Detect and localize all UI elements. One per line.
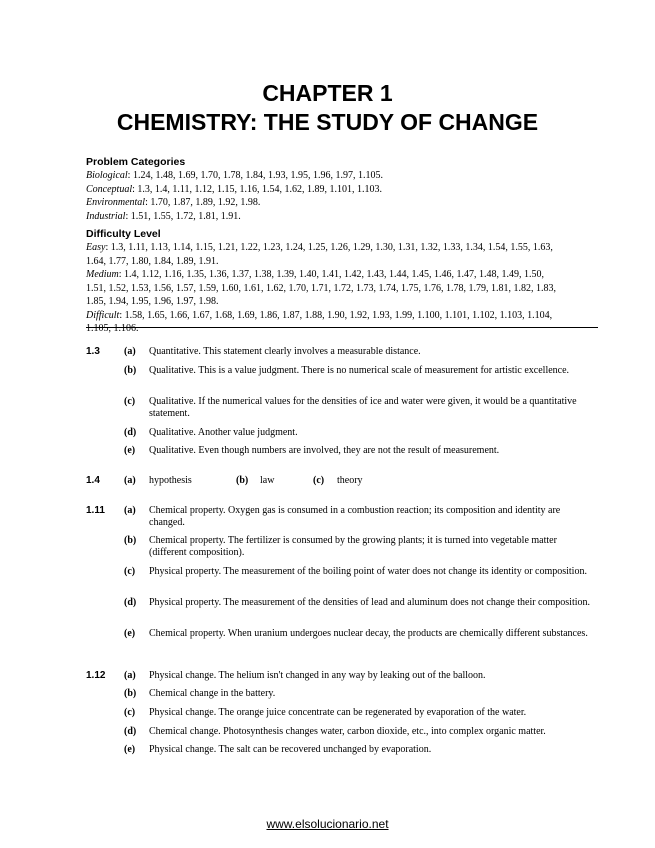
answer-a-letter: (a): [124, 475, 136, 486]
answer-c-letter: (c): [313, 475, 325, 486]
chapter-title: CHEMISTRY: THE STUDY OF CHANGE: [116, 109, 539, 135]
difficulty-medium: Medium: 1.4, 1.12, 1.16, 1.35, 1.36, 1.37, 1.38, 1.39, 1.40, 1.41, 1.42, 1.43, 1.44, 1.45, 1.46, 1.47, 1.48, 1.49, 1.50,: [86, 269, 545, 280]
problem-number: 1.12: [86, 670, 106, 681]
difficulty-medium-cont2: 1.85, 1.94, 1.95, 1.96, 1.97, 1.98.: [86, 296, 219, 307]
footer-link[interactable]: www.elsolucionario.net: [266, 817, 389, 831]
answer-a-text: hypothesis: [149, 475, 192, 486]
category-environmental: Environmental: 1.70, 1.87, 1.89, 1.92, 1.98.: [86, 197, 261, 208]
difficulty-easy-cont: 1.64, 1.77, 1.80, 1.84, 1.89, 1.91.: [86, 255, 219, 267]
difficulty-difficult-cont: 1.105, 1.106.: [86, 323, 139, 334]
category-conceptual: Conceptual: 1.3, 1.4, 1.11, 1.12, 1.15, 1.16, 1.54, 1.62, 1.89, 1.101, 1.103.: [86, 183, 383, 195]
category-biological: Biological: 1.24, 1.48, 1.69, 1.70, 1.78, 1.84, 1.93, 1.95, 1.96, 1.97, 1.105.: [86, 170, 383, 181]
problem-number: 1.4: [86, 475, 100, 486]
problem-categories: [86, 155, 601, 223]
problem-categories-heading: Problem Categories: [86, 156, 186, 168]
problem-number: 1.11: [86, 505, 105, 516]
answer-c-text: theory: [337, 475, 363, 486]
difficulty-level: [86, 227, 601, 336]
difficulty-difficult: Difficult: 1.58, 1.65, 1.66, 1.67, 1.68, 1.69, 1.86, 1.87, 1.88, 1.90, 1.92, 1.93, 1.99, 1.100, 1.101, 1.102, 1.103, 1.104,: [86, 309, 553, 321]
section-divider: [86, 327, 598, 328]
difficulty-easy: Easy: 1.3, 1.11, 1.13, 1.14, 1.15, 1.21, 1.22, 1.23, 1.24, 1.25, 1.26, 1.29, 1.30, 1.31, 1.32, 1.33, 1.34, 1.54, 1.55, 1.63,: [86, 242, 553, 253]
difficulty-level-heading: Difficulty Level: [86, 228, 161, 240]
problem-number: 1.3: [86, 346, 100, 357]
difficulty-medium-cont1: 1.51, 1.52, 1.53, 1.56, 1.57, 1.59, 1.60, 1.61, 1.62, 1.70, 1.71, 1.72, 1.73, 1.74, 1.75, 1.76, 1.78, 1.79, 1.81, 1.82, 1.83,: [86, 282, 556, 294]
answer-b-letter: (b): [236, 475, 249, 486]
chapter-number: CHAPTER 1: [262, 80, 393, 106]
answer-b-text: law: [260, 475, 275, 486]
category-industrial: Industrial: 1.51, 1.55, 1.72, 1.81, 1.91.: [86, 210, 241, 222]
